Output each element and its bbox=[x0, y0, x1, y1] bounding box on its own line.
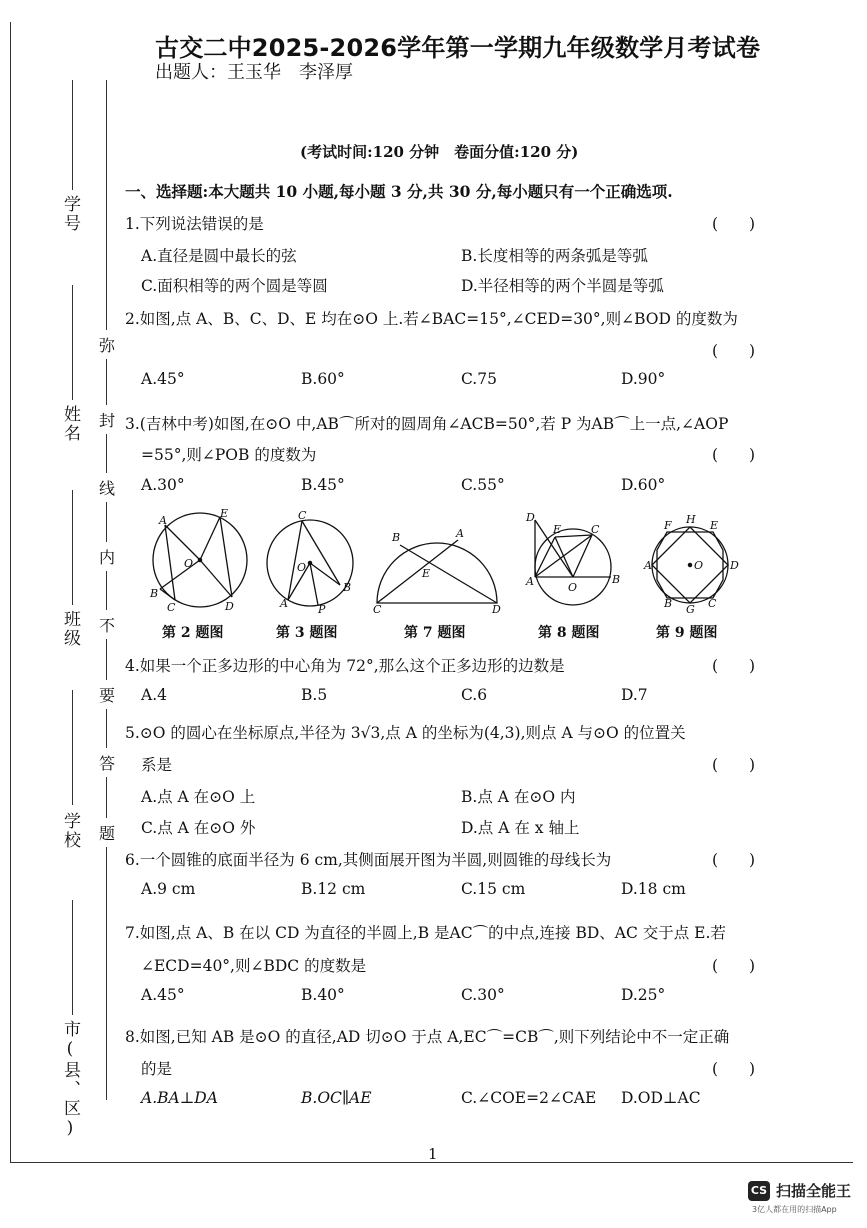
side-label-school: 学校 bbox=[60, 812, 80, 850]
q5-option-c: C.点 A 在⊙O 外 bbox=[141, 819, 256, 837]
svg-text:C: C bbox=[591, 523, 600, 536]
answer-paren: ( ) bbox=[712, 1060, 756, 1078]
q4-option-c: C.6 bbox=[461, 686, 488, 704]
svg-text:P: P bbox=[318, 603, 326, 616]
svg-text:A: A bbox=[526, 575, 534, 588]
q6-option-a: A.9 cm bbox=[141, 880, 196, 898]
seal-char: 弥 bbox=[99, 330, 115, 359]
q4-option-b: B.5 bbox=[301, 686, 328, 704]
q7-option-d: D.25° bbox=[621, 986, 666, 1004]
answer-paren: ( ) bbox=[712, 657, 756, 675]
side-fill-line-4 bbox=[72, 690, 73, 805]
q8-option-d: D.OD⊥AC bbox=[621, 1089, 701, 1107]
question-7-stem-1: 7.如图,点 A、B 在以 CD 为直径的半圆上,B 是AC⌒的中点,连接 BD、AC 交于点 E.若 bbox=[125, 924, 726, 942]
q1-option-a: A.直径是圆中最长的弦 bbox=[141, 247, 297, 265]
svg-text:B: B bbox=[150, 587, 159, 600]
svg-text:A: A bbox=[159, 514, 167, 527]
svg-text:E: E bbox=[553, 523, 562, 536]
q3-option-b: B.45° bbox=[301, 476, 345, 494]
q6-option-b: B.12 cm bbox=[301, 880, 366, 898]
q3-option-c: C.55° bbox=[461, 476, 505, 494]
q7-option-c: C.30° bbox=[461, 986, 505, 1004]
seal-char: 线 bbox=[99, 473, 115, 502]
side-fill-line-3 bbox=[72, 490, 73, 605]
figure-9-diagram bbox=[643, 513, 739, 616]
svg-text:D: D bbox=[492, 603, 501, 616]
side-label-student-id: 学号 bbox=[60, 195, 80, 233]
side-fill-line-1 bbox=[72, 80, 73, 190]
svg-text:C: C bbox=[373, 603, 382, 616]
seal-char: 封 bbox=[99, 405, 115, 434]
q6-option-c: C.15 cm bbox=[461, 880, 526, 898]
question-6-stem: 6.一个圆锥的底面半径为 6 cm,其侧面展开图为半圆,则圆锥的母线长为 bbox=[125, 851, 612, 869]
scanner-tagline: 3亿人都在用的扫描App bbox=[752, 1205, 837, 1214]
svg-text:F: F bbox=[664, 519, 672, 532]
q4-option-a: A.4 bbox=[141, 686, 167, 704]
svg-text:B: B bbox=[664, 597, 673, 610]
question-5-stem-1: 5.⊙O 的圆心在坐标原点,半径为 3√3,点 A 的坐标为(4,3),则点 A 与⊙O 的位置关 bbox=[125, 724, 686, 742]
answer-paren: ( ) bbox=[712, 446, 756, 464]
q1-option-b: B.长度相等的两条弧是等弧 bbox=[461, 247, 648, 265]
seal-char: 内 bbox=[99, 542, 115, 571]
answer-paren: ( ) bbox=[712, 342, 756, 360]
side-label-city: 市(县、区) bbox=[60, 1020, 80, 1140]
q3-option-d: D.60° bbox=[621, 476, 666, 494]
q2-option-c: C.75 bbox=[461, 370, 497, 388]
side-fill-line-5 bbox=[72, 900, 73, 1015]
question-8-stem-2: 的是 bbox=[141, 1060, 173, 1078]
svg-text:A: A bbox=[456, 527, 464, 540]
figure-2-diagram bbox=[149, 507, 247, 614]
figure-3-caption: 第 3 题图 bbox=[276, 625, 338, 641]
svg-text:O: O bbox=[297, 561, 307, 574]
question-5-stem-2: 系是 bbox=[141, 756, 173, 774]
figure-7-caption: 第 7 题图 bbox=[404, 625, 466, 641]
q5-option-a: A.点 A 在⊙O 上 bbox=[141, 788, 256, 806]
figures-row bbox=[140, 505, 760, 620]
seal-line bbox=[106, 80, 107, 1100]
seal-char: 要 bbox=[99, 680, 115, 709]
svg-text:D: D bbox=[225, 600, 234, 613]
svg-text:O: O bbox=[184, 557, 194, 570]
svg-text:B: B bbox=[392, 531, 401, 544]
scanner-watermark bbox=[748, 1180, 851, 1201]
svg-text:C: C bbox=[298, 509, 307, 522]
side-fill-line-2 bbox=[72, 285, 73, 400]
svg-text:O: O bbox=[568, 581, 578, 594]
q5-option-b: B.点 A 在⊙O 内 bbox=[461, 788, 576, 806]
q7-option-b: B.40° bbox=[301, 986, 345, 1004]
svg-text:A: A bbox=[280, 597, 288, 610]
seal-char: 答 bbox=[99, 748, 115, 777]
q1-option-c: C.面积相等的两个圆是等圆 bbox=[141, 277, 328, 295]
question-2-stem: 2.如图,点 A、B、C、D、E 均在⊙O 上.若∠BAC=15°,∠CED=30°,则∠BOD 的度数为 bbox=[125, 310, 738, 328]
answer-paren: ( ) bbox=[712, 756, 756, 774]
svg-text:B: B bbox=[343, 581, 352, 594]
figure-9-caption: 第 9 题图 bbox=[656, 625, 718, 641]
svg-text:D: D bbox=[526, 511, 535, 524]
question-3-stem-1: 3.(吉林中考)如图,在⊙O 中,AB⌒所对的圆周角∠ACB=50°,若 P 为AB⌒上一点,∠AOP bbox=[125, 415, 729, 433]
svg-text:D: D bbox=[730, 559, 739, 572]
question-1-stem: 1.下列说法错误的是 bbox=[125, 215, 264, 233]
seal-char: 不 bbox=[99, 610, 115, 639]
svg-text:C: C bbox=[167, 601, 176, 614]
answer-paren: ( ) bbox=[712, 851, 756, 869]
q6-option-d: D.18 cm bbox=[621, 880, 686, 898]
side-label-name: 姓名 bbox=[60, 405, 80, 443]
q1-option-d: D.半径相等的两个半圆是等弧 bbox=[461, 277, 664, 295]
svg-text:C: C bbox=[708, 597, 717, 610]
q3-option-a: A.30° bbox=[141, 476, 185, 494]
exam-title: 古交二中2025-2026学年第一学期九年级数学月考试卷 bbox=[155, 34, 761, 62]
q2-option-b: B.60° bbox=[301, 370, 345, 388]
scanner-logo-icon: CS bbox=[748, 1181, 770, 1201]
q8-option-c: C.∠COE=2∠CAE bbox=[461, 1089, 597, 1107]
svg-text:B: B bbox=[612, 573, 621, 586]
scanner-app-name: 扫描全能王 bbox=[776, 1182, 852, 1200]
answer-paren: ( ) bbox=[712, 215, 756, 233]
seal-char: 题 bbox=[99, 818, 115, 847]
q8-option-b: B.OC∥AE bbox=[301, 1089, 372, 1107]
figure-2-caption: 第 2 题图 bbox=[162, 625, 224, 641]
section-heading: 一、选择题:本大题共 10 小题,每小题 3 分,共 30 分,每小题只有一个正确选项. bbox=[125, 182, 673, 201]
answer-paren: ( ) bbox=[712, 957, 756, 975]
side-label-class: 班级 bbox=[60, 610, 80, 648]
question-8-stem-1: 8.如图,已知 AB 是⊙O 的直径,AD 切⊙O 于点 A,EC⌒=CB⌒,则下列结论中不一定正确 bbox=[125, 1028, 730, 1046]
page-number: 1 bbox=[428, 1145, 438, 1163]
svg-text:E: E bbox=[710, 519, 719, 532]
svg-text:H: H bbox=[686, 513, 696, 526]
exam-info: (考试时间:120 分钟 卷面分值:120 分) bbox=[300, 143, 579, 161]
svg-text:E: E bbox=[422, 567, 431, 580]
q2-option-a: A.45° bbox=[141, 370, 185, 388]
exam-authors: 出题人：王玉华 李泽厚 bbox=[155, 62, 353, 83]
q7-option-a: A.45° bbox=[141, 986, 185, 1004]
figure-7-diagram bbox=[373, 527, 501, 616]
question-4-stem: 4.如果一个正多边形的中心角为 72°,那么这个正多边形的边数是 bbox=[125, 657, 565, 675]
svg-text:E: E bbox=[220, 507, 229, 520]
question-7-stem-2: ∠ECD=40°,则∠BDC 的度数是 bbox=[141, 957, 367, 975]
q2-option-d: D.90° bbox=[621, 370, 666, 388]
q5-option-d: D.点 A 在 x 轴上 bbox=[461, 819, 580, 837]
svg-text:O: O bbox=[694, 559, 704, 572]
svg-text:G: G bbox=[686, 603, 695, 616]
q4-option-d: D.7 bbox=[621, 686, 648, 704]
figure-3-diagram bbox=[267, 509, 353, 616]
figure-8-diagram bbox=[525, 511, 620, 605]
figure-8-caption: 第 8 题图 bbox=[538, 625, 600, 641]
svg-text:A: A bbox=[644, 559, 652, 572]
question-3-stem-2: =55°,则∠POB 的度数为 bbox=[141, 446, 317, 464]
q8-option-a: A.BA⊥DA bbox=[141, 1089, 218, 1107]
